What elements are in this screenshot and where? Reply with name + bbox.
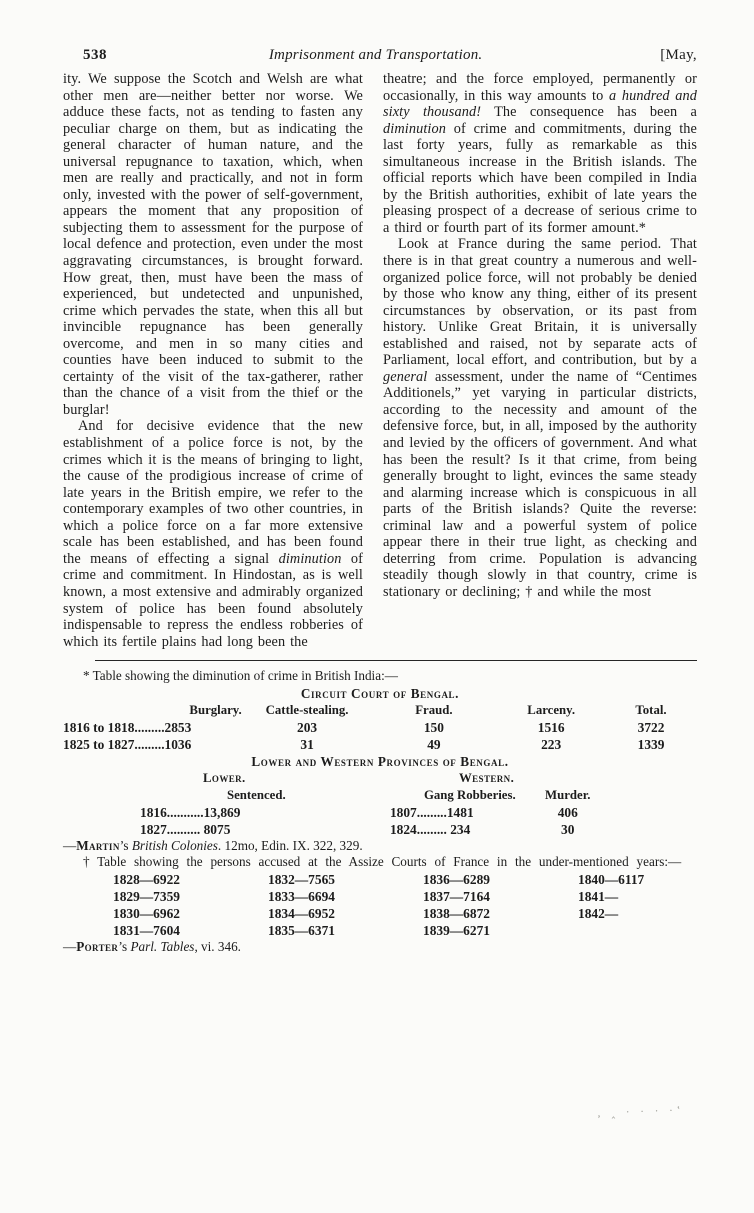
table-cell: 223 xyxy=(541,736,562,752)
table-row xyxy=(113,905,733,922)
table-cell: 1831—7604 xyxy=(113,922,180,938)
text-run: Parl. Tables xyxy=(130,938,195,954)
table-row xyxy=(63,719,697,736)
table-cell: 1840—6117 xyxy=(578,871,645,887)
right-column xyxy=(383,71,697,650)
paragraph xyxy=(63,418,363,650)
provinces-table-title: Lower and Western Provinces of Bengal. xyxy=(251,753,509,769)
table-cell: 3722 xyxy=(637,719,665,735)
text-run: general xyxy=(383,368,428,385)
provinces-table xyxy=(63,770,697,838)
table-cell: 406 xyxy=(557,804,578,820)
table-cell: 1339 xyxy=(637,736,665,752)
table-cell: 150 xyxy=(423,719,444,735)
text-run: — xyxy=(63,938,77,954)
table-cell: 1827.......... 8075 xyxy=(140,821,231,837)
table-row xyxy=(63,787,697,804)
bengal-table-title: Circuit Court of Bengal. xyxy=(300,685,460,701)
table-cell: Sentenced. xyxy=(227,787,286,802)
footnotes-section xyxy=(63,668,697,955)
left-column xyxy=(63,71,363,650)
text-run: a hundred and sixty thousand! xyxy=(383,87,697,121)
text-run: assessment, under the name of “Centimes Additionels,” yet varying in particular districts, according to the necessity and amount of the defensive force, but, in all, imposed by the authority and levied by the officers of government. And what has been the result? Is it that crime, from being generally brought to light, evinces the same steady and alarming increase which is conspicuous in all parts of the British islands? Quite the reverse: criminal law and a powerful system of police appear there in their true light, as checking and deterring from crime. Population is advancing steadily though slowly in that country, crime is stationary or declining; † and while the most xyxy=(383,368,697,600)
table-cell: 1839—6271 xyxy=(423,922,490,938)
text-run: Look at France during the same period. That there is in that great country a numerous and well-organized police force, will not probably be denied by those who know any thing, either of its present circumstances by observation, or its past from history. Unlike Great Britain, it is universally established and raised, not by separate acts of Parliament, local effort, and contribution, but by a xyxy=(383,236,697,369)
assize-years-table xyxy=(113,871,733,939)
text-run: ’s xyxy=(118,938,131,954)
table-cell: 1832—7565 xyxy=(268,871,335,887)
table-cell: 1841— xyxy=(578,888,619,904)
table-cell: 203 xyxy=(297,719,318,735)
footnote-star-intro: * Table showing the diminution of crime in British India:— xyxy=(83,668,398,684)
text-run: — xyxy=(63,837,77,853)
table-row xyxy=(113,888,733,905)
table-cell: 1807.........1481 xyxy=(389,804,474,820)
table-row xyxy=(63,804,697,821)
page-header xyxy=(63,46,697,64)
table-cell: Burglary. xyxy=(189,702,242,717)
table-cell: 1816 to 1818.........2853 xyxy=(63,719,192,735)
paragraph xyxy=(383,236,697,600)
table-cell: 1834—6952 xyxy=(268,905,335,921)
footnote-divider xyxy=(95,660,697,661)
table-cell: 1835—6371 xyxy=(268,922,335,938)
text-run: The consequence has been a xyxy=(481,104,697,121)
table-cell: Fraud. xyxy=(415,702,453,717)
table-cell: Western. xyxy=(458,770,515,785)
table-cell: 49 xyxy=(427,736,441,752)
table-cell: Murder. xyxy=(545,787,591,802)
text-run: ’s xyxy=(119,837,132,853)
text-run: of crime and commitment. In Hindostan, as is well known, a most extensive and admirably organized system of police has been found absolutely indispensable to repress the endless robberies of which its fertile plains had long been the xyxy=(63,550,363,650)
table-cell: 31 xyxy=(300,736,314,752)
table-cell: Lower. xyxy=(203,770,246,785)
table-cell: Larceny. xyxy=(527,702,576,717)
table-cell: 30 xyxy=(561,821,575,837)
table-cell: 1824......... 234 xyxy=(389,821,471,837)
footnote-dagger-intro: † Table showing the persons accused at the Assize Courts of France in the under-mentioned years:— xyxy=(83,854,682,870)
text-run: theatre; and the force employed, permanently or occasionally, in this way amounts to xyxy=(383,71,697,104)
table-cell: 1829—7359 xyxy=(113,888,180,904)
table-cell: 1816...........13,869 xyxy=(140,804,241,820)
table-cell: 1516 xyxy=(537,719,565,735)
table-cell: 1828—6922 xyxy=(113,871,180,887)
text-run: . 12mo, Edin. IX. 322, 329. xyxy=(217,837,363,853)
body-text xyxy=(63,71,697,650)
paragraph xyxy=(63,71,363,418)
table-row xyxy=(113,922,733,939)
paragraph xyxy=(383,71,697,236)
text-run: diminution xyxy=(383,120,446,137)
bengal-table xyxy=(63,702,697,753)
table-cell xyxy=(538,770,697,787)
table-cell: 1833—6694 xyxy=(268,888,335,904)
running-title: Imprisonment and Transportation. xyxy=(268,47,483,63)
text-run: British Colonies xyxy=(131,837,218,853)
text-run: Martin xyxy=(76,837,120,853)
table-cell: Gang Robberies. xyxy=(423,787,516,802)
footnote-star-source xyxy=(63,838,697,855)
text-run: diminution xyxy=(278,550,342,567)
table-cell: Cattle-stealing. xyxy=(265,702,349,717)
table-row xyxy=(113,871,733,888)
table-row xyxy=(63,770,697,787)
table-row xyxy=(63,702,697,719)
table-cell: 1836—6289 xyxy=(423,871,490,887)
text-run: ity. We suppose the Scotch and Welsh are what other men are—neither better nor worse. We adduce these facts, not as tending to fasten any peculiar charge on them, but as indicating the general character of human nature, and the universal repugnance to taxation, which, when men are really and practically, and not in form only, invested with the power of self-government, appears the moment that any proposition of subjecting them to assessment for the purpose of local defence and protection, even under the most aggravating circumstances, is brought forward. How great, then, must have been the mass of experienced, but undetected and unpunished, crime which pervades the state, when this all but invincible repugnance has been generally overcome, and men in so many cities and counties have been induced to submit to the certainty of the visit of the tax-gatherer, rather than the chance of a visit from the thief or the burglar! xyxy=(63,71,363,418)
table-row xyxy=(63,821,697,838)
text-run: Porter xyxy=(76,938,119,954)
table-cell: 1825 to 1827.........1036 xyxy=(63,736,192,752)
text-run: of crime and commitments, during the last forty years, fully as remarkable as this simultaneous increase in the British islands. The official reports which have been compiled in India by the British authorities, exhibit of late years the pleasing prospect of a decrease of serious crime to a third or fourth part of its former amount.* xyxy=(383,120,697,236)
issue-date-label: [May, xyxy=(660,47,697,63)
table-cell xyxy=(578,922,733,939)
page-number: 538 xyxy=(83,47,107,63)
text-run: And for decisive evidence that the new establishment of a police force is not, by the crimes which it is the means of bringing to light, the cause of the prodigious increase of crime of late years in the British empire, we refer to the contemporary examples of two other countries, in which a police force on a far more extensive scale has been established, and has been found the means of effecting a signal xyxy=(63,418,363,567)
table-cell: Total. xyxy=(635,702,667,717)
table-cell: 1838—6872 xyxy=(423,905,490,921)
table-cell: 1837—7164 xyxy=(423,888,490,904)
scan-noise-marks: ‚ ‸ · · · ·‛ xyxy=(596,1104,685,1120)
table-row xyxy=(63,736,697,753)
text-run: , vi. 346. xyxy=(194,938,241,954)
footnote-dagger-source xyxy=(63,939,697,956)
table-cell: 1842— xyxy=(578,905,619,921)
table-cell: 1830—6962 xyxy=(113,905,180,921)
